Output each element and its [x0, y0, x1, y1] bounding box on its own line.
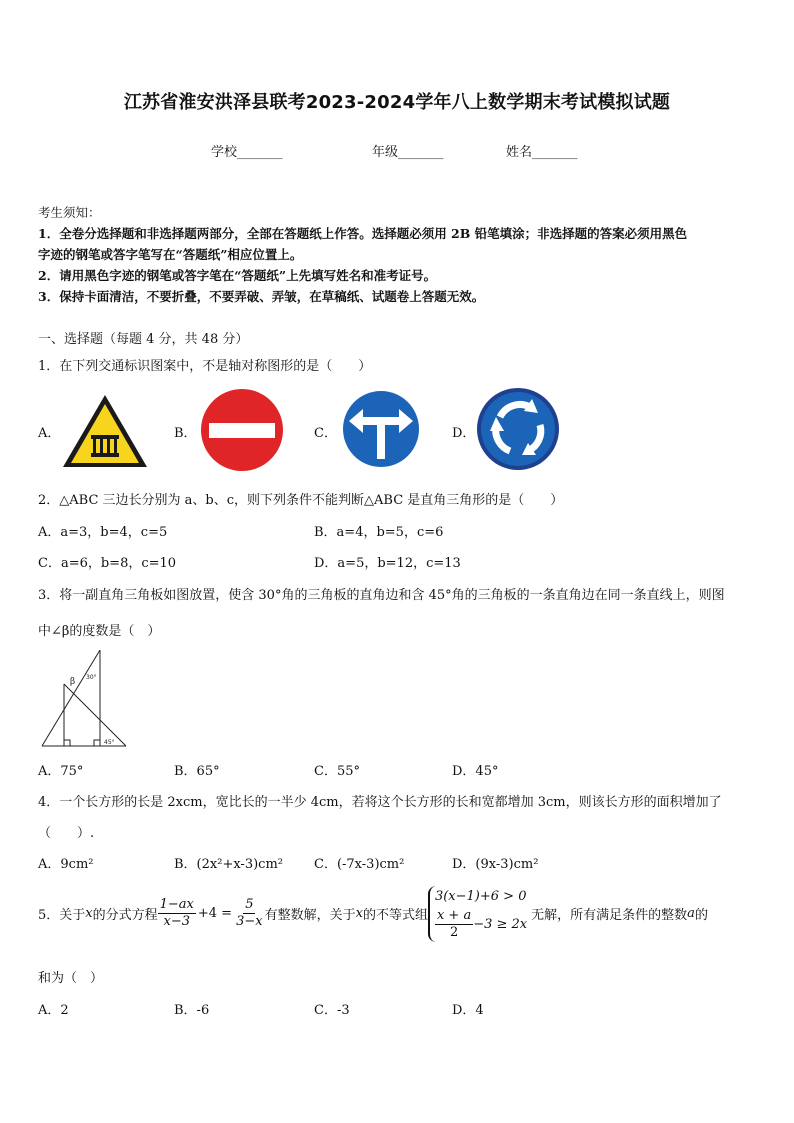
q3-option-d: D．45° [452, 764, 499, 779]
q5-inequality-2-rest: −3 ≥ 2x [473, 916, 528, 932]
q5-option-c: C．-3 [314, 1003, 350, 1018]
q5-stem-line [38, 886, 708, 942]
warning-sign-icon [60, 391, 150, 471]
q5-plus-four: +4 = [197, 906, 233, 922]
q3-stem-1: 3．将一副直角三角板如图放置，使含 30°角的三角板的直角边和含 45°角的三角板的一条直角边在同一条直线上，则图 [38, 588, 725, 603]
q1-label-b: B． [174, 426, 197, 441]
section-heading: 一、选择题（每题 4 分，共 48 分） [38, 332, 249, 347]
q5-var-x-2: x [355, 906, 363, 922]
page-title: 江苏省淮安洪泽县联考2023-2024学年八上数学期末考试模拟试题 [123, 92, 671, 113]
q4-option-a: A．9cm² [38, 857, 94, 872]
q4-option-d: D．(9x-3)cm² [452, 857, 539, 872]
q5-option-a: A．2 [38, 1003, 69, 1018]
notice-line-3: 3．保持卡面清洁，不要折叠，不要弄破、弄皱，在草稿纸、试题卷上答题无效。 [38, 289, 485, 304]
roundabout-sign-icon [476, 387, 560, 471]
q1-stem: 1．在下列交通标识图案中，不是轴对称图形的是（ ） [38, 359, 372, 374]
notice-line-1b: 字迹的钢笔或答字笔写在“答题纸”相应位置上。 [38, 247, 303, 262]
q5-text-1: 5．关于 [38, 908, 86, 924]
no-entry-sign-icon [200, 388, 284, 472]
q3-option-c: C．55° [314, 764, 360, 779]
angle-45-label: 45° [104, 739, 115, 746]
q5-inequality-2-fraction [435, 908, 473, 942]
q5-text-4: 的不等式组 [362, 908, 428, 924]
angle-30-label: 30° [86, 674, 97, 681]
q5-option-d: D．4 [452, 1003, 484, 1018]
notice-line-1a: 1．全卷分选择题和非选择题两部分，全部在答题纸上作答。选择题必须用 2B 铅笔填涂；非选择题的答案必须用黑色 [38, 226, 688, 241]
notice-heading: 考生须知： [38, 205, 101, 220]
q5-stem-2: 和为（ ） [38, 971, 104, 986]
q5-inequality-2-denominator: 2 [449, 925, 459, 941]
q4-option-c: C．(-7x-3)cm² [314, 857, 405, 872]
q5-text-6: 的 [694, 908, 708, 924]
q5-fraction-1-numerator: 1−ax [158, 897, 196, 914]
q5-text-3: 有整数解，关于 [264, 908, 356, 924]
q5-fraction-1-denominator: x−3 [163, 914, 191, 930]
q5-inequality-1: 3(x−1)+6 > 0 [434, 889, 527, 904]
q2-option-a: A．a=3，b=4，c=5 [38, 525, 168, 540]
q1-label-a: A． [38, 426, 61, 441]
set-squares-figure [38, 648, 130, 750]
beta-label: β [70, 677, 76, 687]
q5-text-2: 的分式方程 [92, 908, 158, 924]
q2-option-c: C．a=6，b=8，c=10 [38, 556, 177, 571]
q4-stem-2: （ ）. [38, 826, 95, 841]
q4-stem-1: 4．一个长方形的长是 2xcm，宽比长的一半少 4cm，若将这个长方形的长和宽都增加 3cm，则该长方形的面积增加了 [38, 795, 722, 810]
q2-option-d: D．a=5，b=12，c=13 [314, 556, 461, 571]
q5-option-b: B．-6 [174, 1003, 210, 1018]
q5-var-x-1: x [85, 906, 93, 922]
q1-label-c: C． [314, 426, 337, 441]
q5-fraction-1 [158, 897, 196, 931]
q2-option-b: B．a=4，b=5，c=6 [314, 525, 444, 540]
q3-option-a: A．75° [38, 764, 84, 779]
q5-text-5: 无解，所有满足条件的整数 [531, 908, 688, 924]
q3-option-b: B．65° [174, 764, 220, 779]
q5-var-a: a [687, 906, 695, 922]
q5-inequality-system [428, 886, 527, 942]
turn-left-or-right-sign-icon [339, 387, 423, 471]
q5-inequality-2-numerator: x + a [435, 908, 473, 925]
q5-fraction-2-numerator: 5 [243, 897, 255, 914]
q3-stem-2: 中∠β的度数是（ ） [38, 624, 161, 639]
q1-label-d: D． [452, 426, 476, 441]
notice-line-2: 2．请用黑色字迹的钢笔或答字笔在“答题纸”上先填写姓名和准考证号。 [38, 268, 437, 283]
q4-option-b: B．(2x²+x-3)cm² [174, 857, 283, 872]
q5-fraction-2 [234, 897, 265, 931]
q2-stem: 2．△ABC 三边长分别为 a、b、c，则下列条件不能判断△ABC 是直角三角形的是（ ） [38, 493, 564, 508]
name-field[interactable]: 姓名_______ [506, 145, 578, 160]
grade-field[interactable]: 年级_______ [372, 145, 444, 160]
school-field[interactable]: 学校_______ [211, 145, 283, 160]
q5-fraction-2-denominator: 3−x [236, 914, 263, 930]
